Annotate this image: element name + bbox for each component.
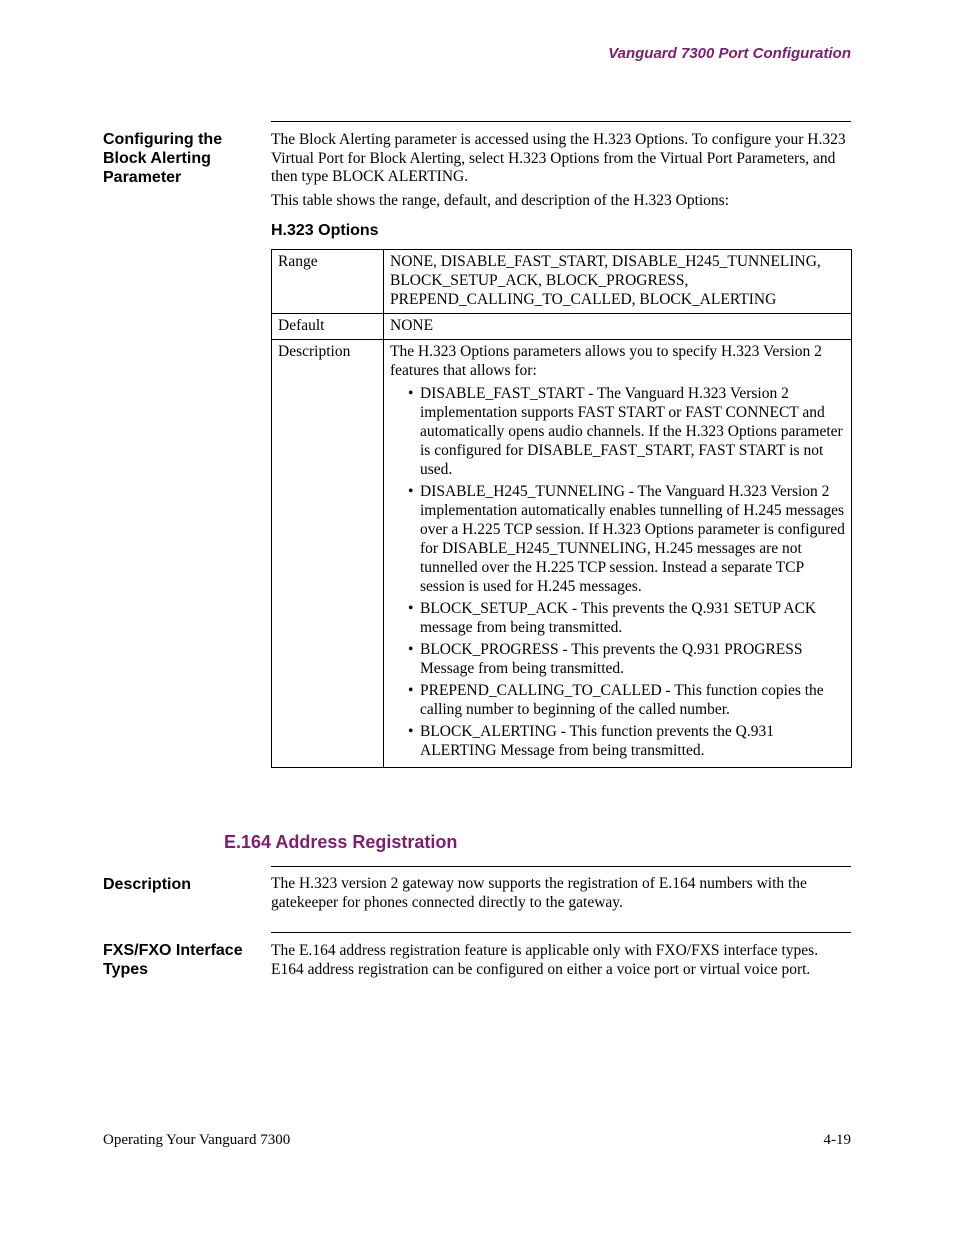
list-item: • BLOCK_ALERTING - This function prevents the Q.931 ALERTING Message from being transmitted. bbox=[413, 722, 845, 760]
interface-types-text: The E.164 address registration feature is applicable only with FXO/FXS interface types. E164 address registration can be configured on either a voice port or virtual voice port. bbox=[271, 942, 819, 978]
table-title: H.323 Options bbox=[271, 222, 379, 239]
table-row bbox=[272, 340, 852, 768]
row-label: Range bbox=[272, 250, 384, 314]
side-heading-block-alerting: Configuring the Block Alerting Parameter bbox=[103, 131, 223, 186]
row-label: Description bbox=[272, 340, 384, 768]
row-value: NONE, DISABLE_FAST_START, DISABLE_H245_TUNNELING, BLOCK_SETUP_ACK, BLOCK_PROGRESS, PREPEND_CALLING_TO_CALLED, BLOCK_ALERTING bbox=[384, 250, 852, 314]
row-label: Default bbox=[272, 314, 384, 340]
list-item: • DISABLE_FAST_START - The Vanguard H.323 Version 2 implementation supports FAST START or FAST CONNECT and automatically opens audio channels. If the H.323 Options parameter is configured for DISABLE_FAST_START, FAST START is not used. bbox=[413, 384, 845, 479]
page-number: 4-19 bbox=[823, 1132, 851, 1148]
section-rule bbox=[271, 121, 851, 122]
description-intro: The H.323 Options parameters allows you to specify H.323 Version 2 features that allows for: bbox=[390, 343, 822, 379]
block-alerting-body bbox=[271, 131, 851, 210]
footer-left: Operating Your Vanguard 7300 bbox=[103, 1132, 291, 1148]
list-item: • BLOCK_SETUP_ACK - This prevents the Q.931 SETUP ACK message from being transmitted. bbox=[413, 599, 845, 637]
list-item: • BLOCK_PROGRESS - This prevents the Q.931 PROGRESS Message from being transmitted. bbox=[413, 640, 845, 678]
section-rule bbox=[271, 866, 851, 867]
options-bullet-list bbox=[390, 384, 845, 760]
section-title: E.164 Address Registration bbox=[224, 832, 458, 852]
side-heading-description: Description bbox=[103, 876, 192, 893]
description-text: The H.323 version 2 gateway now supports the registration of E.164 numbers with the gatekeeper for phones connected directly to the gateway. bbox=[271, 875, 807, 911]
table-row bbox=[272, 250, 852, 314]
list-item: • DISABLE_H245_TUNNELING - The Vanguard H.323 Version 2 implementation automatically enables tunnelling of H.245 messages over a H.225 TCP session. If H.323 Options parameter is configured for DISABLE_H245_TUNNELING, H.245 messages are not tunnelled over the H.225 TCP session. Instead a separate TCP session is used for H.245 messages. bbox=[413, 482, 845, 596]
row-value bbox=[384, 340, 852, 768]
body-paragraph: This table shows the range, default, and description of the H.323 Options: bbox=[271, 191, 730, 209]
side-heading-interface-types: FXS/FXO Interface Types bbox=[103, 942, 243, 978]
h323-options-table bbox=[271, 249, 852, 768]
running-header: Vanguard 7300 Port Configuration bbox=[608, 45, 851, 62]
table-row bbox=[272, 314, 852, 340]
body-paragraph: The Block Alerting parameter is accessed using the H.323 Options. To configure your H.323 Virtual Port for Block Alerting, select H.323 Options from the Virtual Port Parameters, and then type BLOCK ALERTING. bbox=[271, 131, 846, 185]
row-value: NONE bbox=[384, 314, 852, 340]
section-rule bbox=[271, 932, 851, 933]
list-item: • PREPEND_CALLING_TO_CALLED - This function copies the calling number to beginning of the called number. bbox=[413, 681, 845, 719]
